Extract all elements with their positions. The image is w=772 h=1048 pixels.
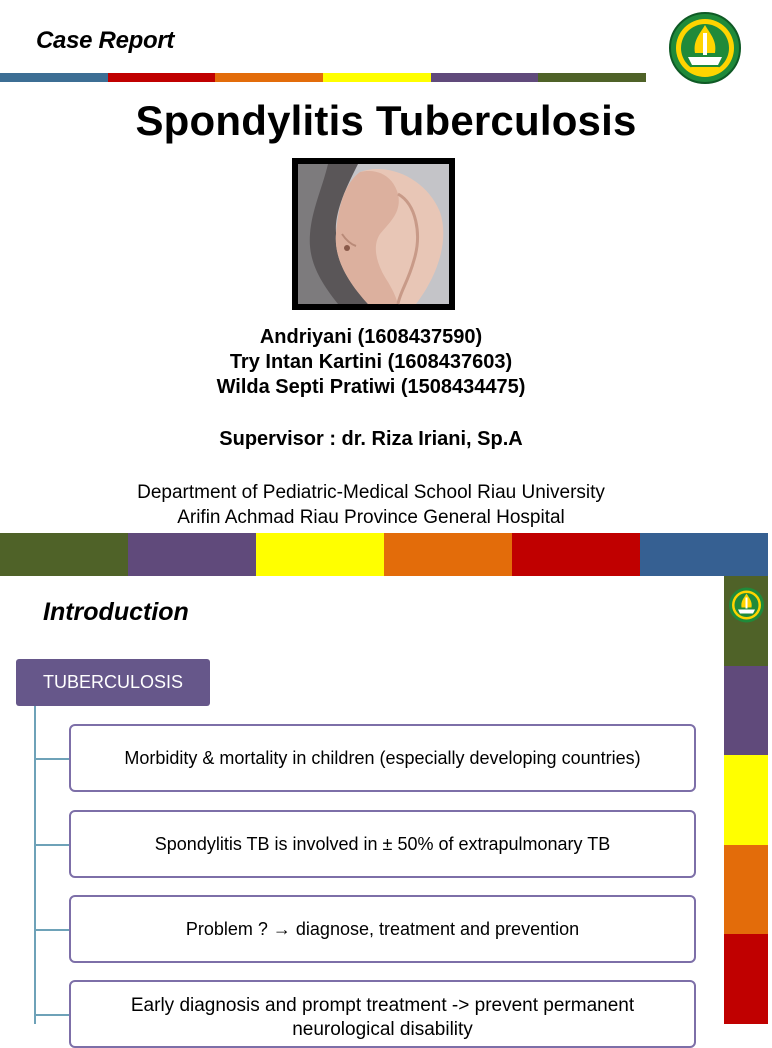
- stripe-segment: [431, 73, 539, 82]
- stripe-segment: [108, 73, 216, 82]
- author-name: Wilda Septi Pratiwi (1508434475): [216, 376, 526, 398]
- patient-photo: [292, 158, 455, 310]
- tuberculosis-root-node: TUBERCULOSIS: [16, 659, 210, 706]
- stripe-segment: [512, 533, 640, 576]
- supervisor-line: Supervisor : dr. Riza Iriani, Sp.A: [219, 428, 523, 450]
- author-name: Andriyani (1608437590): [259, 326, 483, 348]
- case-report-label: Case Report: [36, 27, 175, 54]
- stripe-segment: [256, 533, 384, 576]
- top-color-stripe: [0, 73, 646, 82]
- department-line: Department of Pediatric-Medical School Riau University: [137, 482, 605, 503]
- section-heading: Introduction: [43, 598, 189, 626]
- connector-line: [34, 929, 70, 931]
- connector-line: [34, 758, 70, 760]
- stripe-segment: [323, 73, 431, 82]
- stripe-segment: [384, 533, 512, 576]
- hospital-line: Arifin Achmad Riau Province General Hospital: [177, 507, 565, 528]
- bottom-color-stripe: [0, 533, 768, 576]
- patient-kyphosis-image: [298, 164, 449, 304]
- side-color-stripe: [724, 576, 768, 1024]
- introduction-slide: [0, 576, 768, 1040]
- stripe-segment: [0, 533, 128, 576]
- list-item: Spondylitis TB is involved in ± 50% of extrapulmonary TB: [69, 810, 696, 878]
- stripe-segment: [724, 755, 768, 845]
- list-item: Early diagnosis and prompt treatment -> prevent permanent neurological disability: [69, 980, 696, 1048]
- university-logo-icon: [668, 11, 742, 85]
- stripe-segment: [640, 533, 768, 576]
- author-name: Try Intan Kartini (1608437603): [229, 351, 513, 373]
- stripe-segment: [724, 934, 768, 1024]
- slide-title: Spondylitis Tuberculosis: [135, 97, 637, 144]
- stripe-segment: [724, 666, 768, 756]
- stripe-segment: [215, 73, 323, 82]
- university-logo-icon: [728, 585, 765, 625]
- list-item: Morbidity & mortality in children (especially developing countries): [69, 724, 696, 792]
- department-info: [0, 480, 742, 530]
- stripe-segment: [128, 533, 256, 576]
- stripe-segment: [538, 73, 646, 82]
- stripe-segment: [0, 73, 108, 82]
- connector-line: [34, 706, 36, 1024]
- connector-line: [34, 844, 70, 846]
- author-list: [0, 325, 742, 400]
- connector-line: [34, 1014, 70, 1016]
- list-item: Problem ? → diagnose, treatment and prevention: [69, 895, 696, 963]
- stripe-segment: [724, 845, 768, 935]
